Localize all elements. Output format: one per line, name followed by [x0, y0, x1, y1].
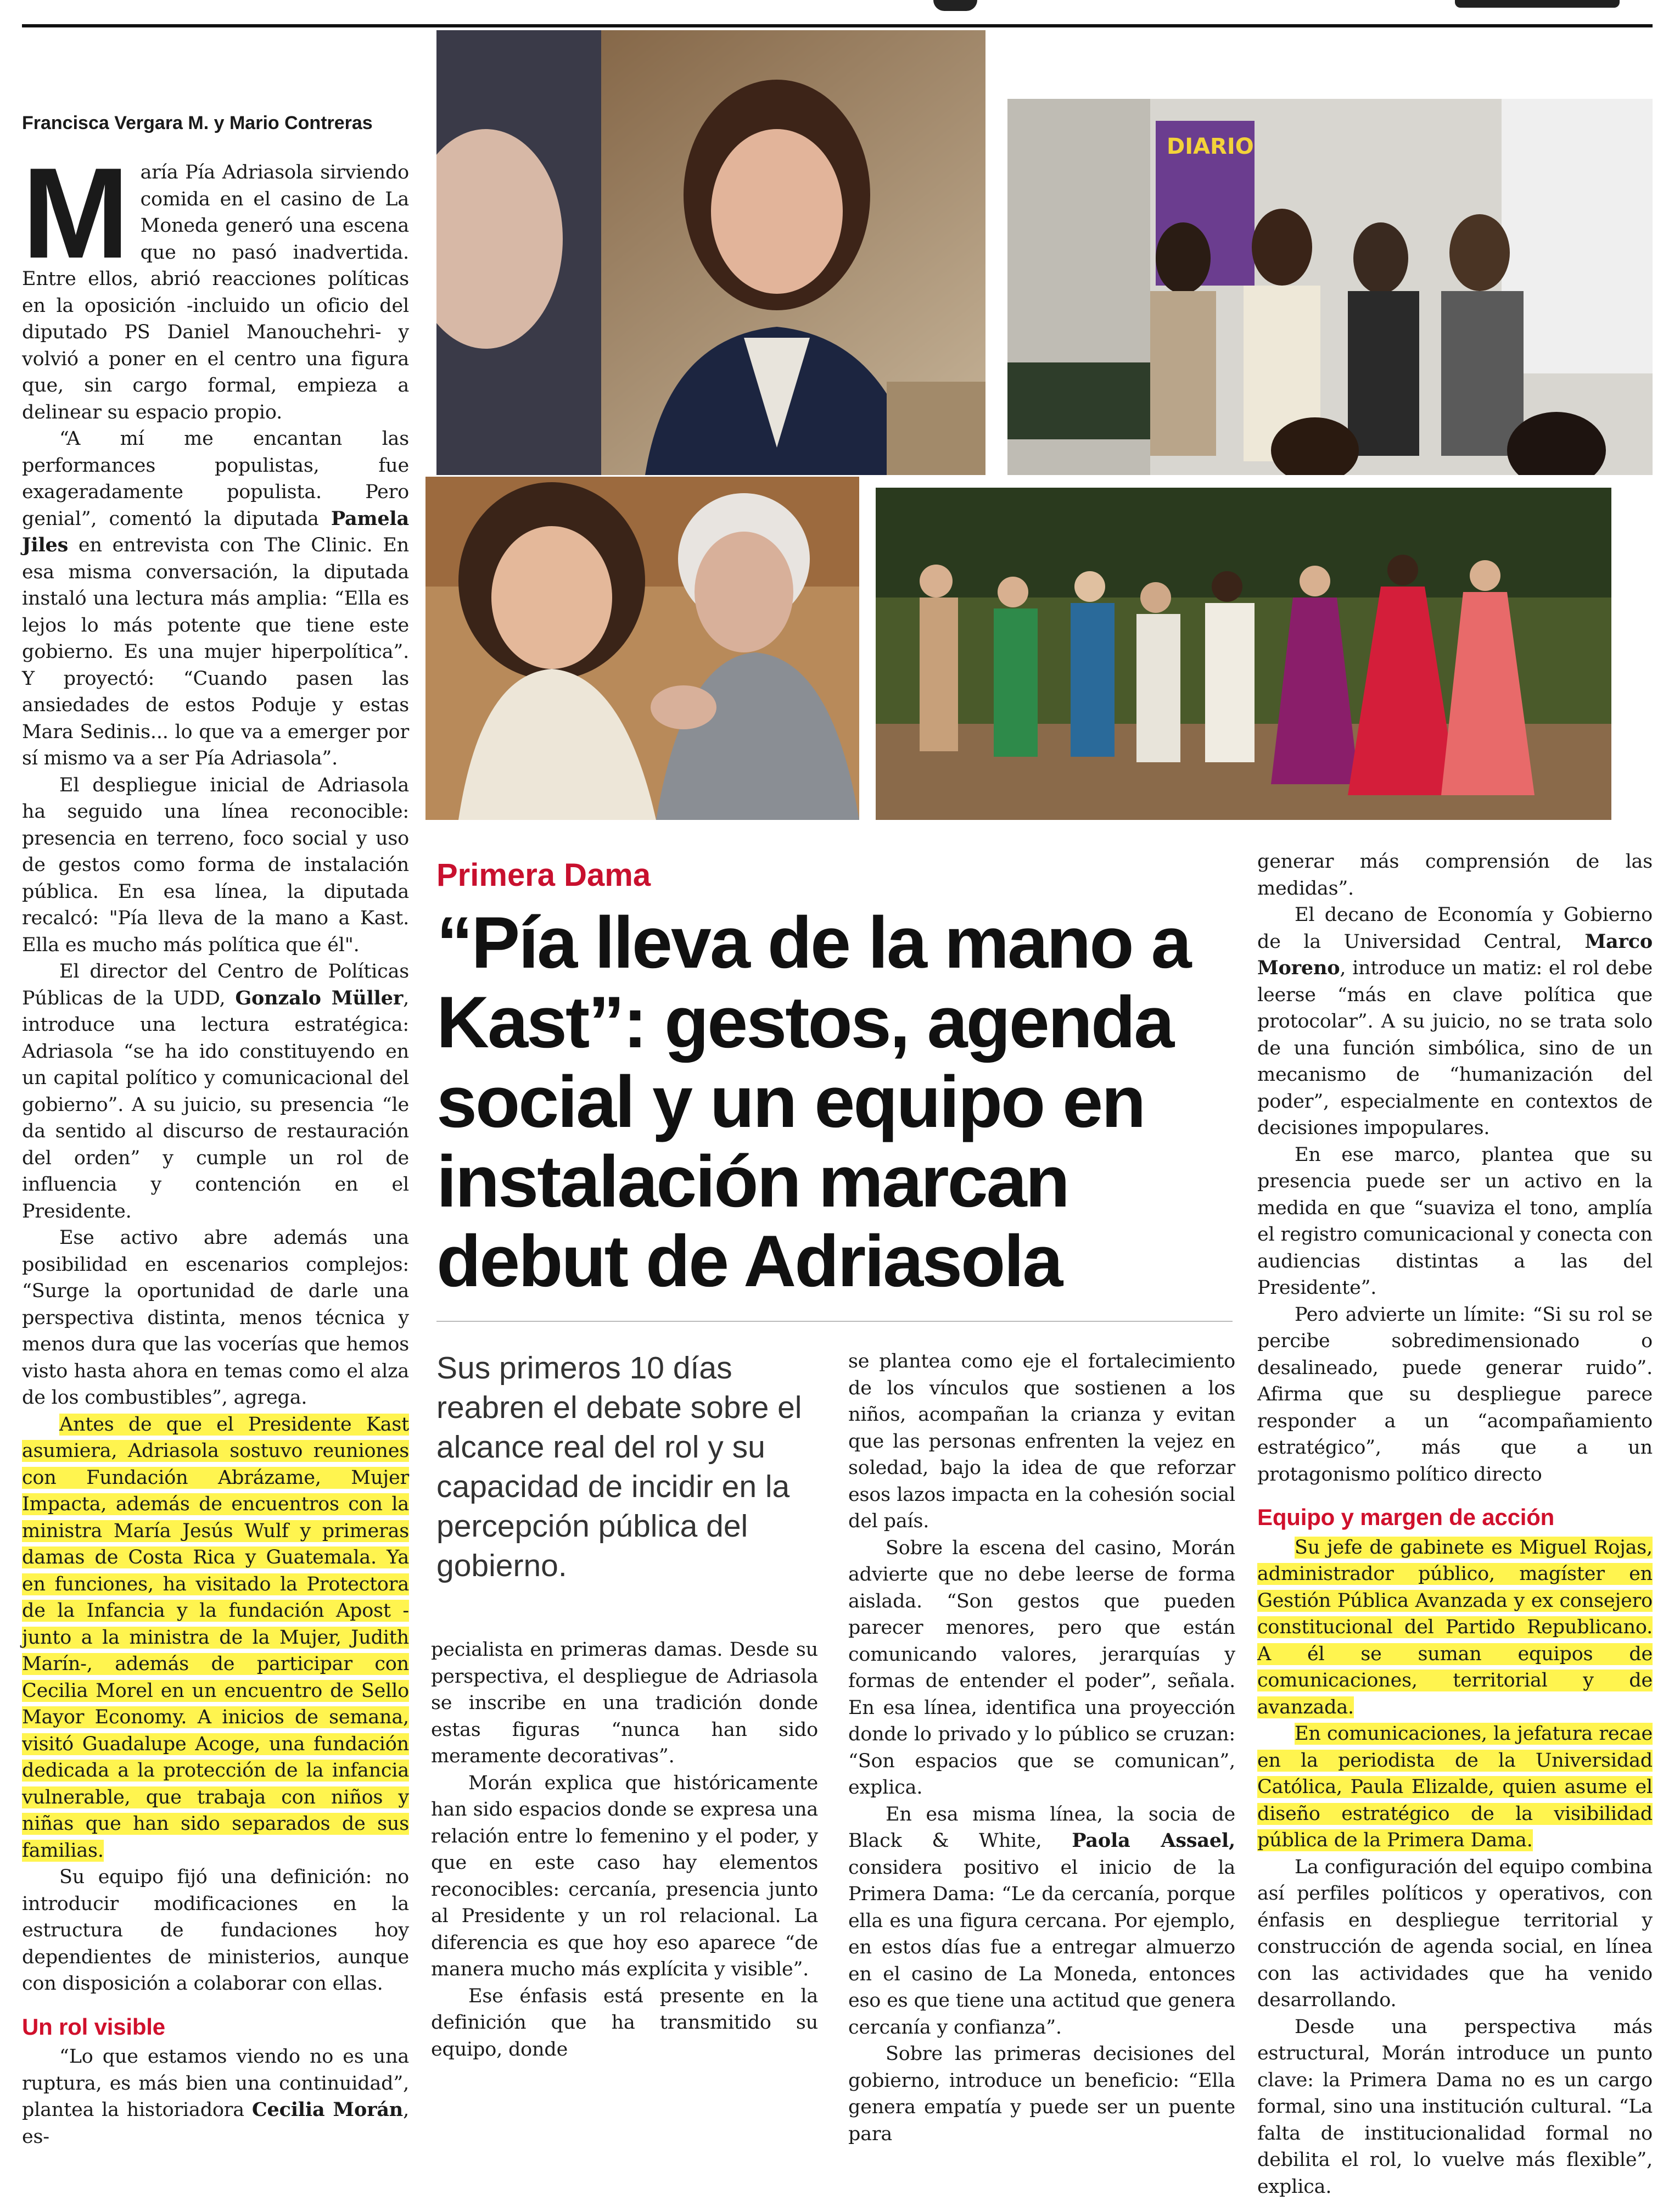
paragraph: Pero advierte un límite: “Si su rol se percibe sobredimensionado o desalineado, puede generar ruido”. Afirma que su despliegue parece responder a un “acompañamiento estratégico”, más que a un protagonismo político directo	[1257, 1302, 1653, 1488]
deck: Sus primeros 10 días reabren el debate sobre el alcance real del rol y su capacidad de incidir en la percepción pública del gobierno.	[436, 1348, 832, 1585]
person-name: Cecilia Morán	[252, 2098, 403, 2121]
person-name: Paola Assael,	[1072, 1829, 1235, 1852]
paragraph: La configuración del equipo combina así perfiles políticos y operativos, con énfasis en despliegue territorial y construcción de agenda social, en línea con las actividades que ha venido desarrollando.	[1257, 1854, 1653, 2014]
paragraph: El decano de Economía y Gobierno de la Universidad Central,	[1257, 904, 1653, 953]
paragraph: Sobre la escena del casino, Morán advierte que no debe leerse de forma aislada. “Son gestos que pueden parecer menores, pero que están comunicando valores, jerarquías y formas de entender el poder”, señala. En esa línea, identifica una proyección donde lo privado y lo público se cruzan: “Son espacios que se comunican”, explica.	[848, 1535, 1235, 1801]
page-header-fragment	[933, 0, 977, 11]
paragraph: “Lo que estamos viendo no es una ruptura, es más bien una continuidad”, plantea la historiadora	[22, 2046, 409, 2121]
paragraph: En esa misma línea, la socia de Black & White,	[848, 1803, 1235, 1852]
paragraph: “A mí me encantan las performances populistas, fue exageradamente populista. Pero genial”, comentó la diputada	[22, 428, 409, 530]
paragraph: , introduce una lectura estratégica: Adriasola “se ha ido constituyendo en un capital político y comunicacional del gobierno”. A su juicio, su presencia “le da sentido al discurso de restauración del orden” y cumple un rol de influencia y contención en el Presidente.	[22, 987, 409, 1222]
article-column-1	[22, 159, 409, 2150]
paragraph: Ese énfasis está presente en la definición que ha transmitido su equipo, donde	[431, 1983, 818, 2063]
paragraph: Morán explica que históricamente han sido espacios donde se expresa una relación entre lo femenino y el poder, y que en este caso hay elementos reconocibles: cercanía, presencia junto al Presidente y un rol relacional. La diferencia es que hoy eso aparece “de manera mucho más explícita y visible”.	[431, 1770, 818, 1983]
highlighted-paragraph: En comunicaciones, la jefatura recae en la periodista de la Universidad Católica, Paula Elizalde, quien asume el diseño estratégico de la visibilidad pública de la Primera Dama.	[1257, 1723, 1653, 1851]
headline: “Pía lleva de la mano a Kast”: gestos, agenda social y un equipo en instalación marcan debut de Adriasola	[436, 903, 1249, 1302]
page-header-fragment-right	[1455, 0, 1620, 8]
paragraph: en entrevista con The Clinic. En esa misma conversación, la diputada instaló una lectura más amplia: “Ella es lejos lo más potente que tiene este gobierno. Es una mujer hiperpolítica”. Y proyectó: “Cuando pasen las ansiedades de estos Poduje y estas Mara Sedinis... lo que va a emerger por sí mismo va a ser Pía Adriasola”.	[22, 534, 409, 769]
paragraph: , introduce un matiz: el rol debe leerse “más en clave política que protocolar”. A su juicio, no se trata solo de una función simbólica, sino de un mecanismo de “humanización del poder”, especialmente en contextos de decisiones impopulares.	[1257, 957, 1653, 1139]
section-subhead: Equipo y margen de acción	[1257, 1504, 1653, 1531]
photo-classroom-diario-board	[1007, 99, 1653, 475]
paragraph: Sobre las primeras decisiones del gobierno, introduce un beneficio: “Ella genera empatía y puede ser un puente para	[848, 2041, 1235, 2147]
article-column-2	[431, 1637, 818, 2063]
paragraph: generar más comprensión de las medidas”.	[1257, 848, 1653, 902]
highlighted-paragraph: Antes de que el Presidente Kast asumiera, Adriasola sostuvo reuniones con Fundación Abrázame, Mujer Impacta, además de encuentros con la ministra María Jesús Wulf y primeras damas de Costa Rica y Guatemala. Ya en funciones, ha visitado la Protectora de la Infancia y la fundación Apost -junto a la ministra de la Mujer, Judith Marín-, además de participar con Cecilia Morel en un encuentro de Sello Mayor Economy. A inicios de semana, visitó Guadalupe Acoge, una fundación dedicada a la protección de la infancia vulnerable, que trabaja con niños y niñas que han sido separados de sus familias.	[22, 1414, 409, 1862]
paragraph: Ese activo abre además una posibilidad en escenarios complejos: “Surge la oportunidad de darle una perspectiva distinta, menos técnica y menos dura que las vocerías que hemos visto hasta ahora en temas como el alza de los combustibles”, agrega.	[22, 1225, 409, 1411]
paragraph: El director del Centro de Políticas Públicas de la UDD,	[22, 961, 409, 1009]
article-column-4	[1257, 848, 1653, 2200]
person-name: Gonzalo Müller	[235, 987, 403, 1009]
person-name: Marco Moreno	[1257, 930, 1653, 980]
highlighted-paragraph: Su jefe de gabinete es Miguel Rojas, administrador público, magíster en Gestión Pública Avanzada y ex consejero constitucional del Partido Republicano. A él se suman equipos de comunicaciones, territorial y de avanzada.	[1257, 1537, 1653, 1718]
paragraph: considera positivo el inicio de la Primera Dama: “Le da cercanía, porque ella es una figura cercana. Por ejemplo, en estos días fue a entregar almuerzo en el casino de La Moneda, entonces eso es que tiene una actitud que genera cercanía y confianza”.	[848, 1857, 1235, 2039]
paragraph: En ese marco, plantea que su presencia puede ser un activo en la medida en que “suaviza el tono, amplía el registro comunicacional y conecta con audiencias distintas a las del Presidente”.	[1257, 1142, 1653, 1302]
photo-women-walking-group	[876, 488, 1611, 820]
headline-rule	[436, 1321, 1233, 1322]
paragraph: se plantea como eje el fortalecimiento de los vínculos que sostienen a los niños, acompañan la crianza y evitan que las personas enfrenten la vejez en soledad, bajo la idea de que reforzar esos lazos impacta en la cohesión social del país.	[848, 1348, 1235, 1535]
paragraph: El despliegue inicial de Adriasola ha seguido una línea reconocible: presencia en terreno, foco social y uso de gestos como forma de instalación pública. En esa línea, la diputada recalcó: "Pía lleva de la mano a Kast. Ella es mucho más política que él".	[22, 772, 409, 959]
paragraph: Desde una perspectiva más estructural, Morán introduce un punto clave: la Primera Dama no es un cargo formal, sino una institución cultural. “La falta de institucionalidad formal no debilita el rol, lo vuelve más flexible”, explica.	[1257, 2014, 1653, 2200]
top-rule	[22, 24, 1653, 27]
board-label: DIARIO	[1167, 134, 1254, 159]
section-kicker: Primera Dama	[436, 857, 651, 894]
photo-adriasola-elderly-woman	[425, 477, 859, 820]
drop-cap: M	[22, 165, 130, 258]
paragraph: Su equipo fijó una definición: no introducir modificaciones en la estructura de fundaciones hoy dependientes de ministerios, aunque con disposición a colaborar con ellas.	[22, 1864, 409, 1997]
photo-adriasola-smiling-casino	[436, 30, 985, 475]
person-name: Pamela Jiles	[22, 507, 409, 557]
paragraph: pecialista en primeras damas. Desde su perspectiva, el despliegue de Adriasola se inscribe en una tradición donde estas figuras “nunca han sido meramente decorativas”.	[431, 1637, 818, 1770]
article-column-3	[848, 1348, 1235, 2147]
paragraph: aría Pía Adriasola sirviendo comida en el casino de La Moneda generó una escena que no pasó inadvertida. Entre ellos, abrió reacciones políticas en la oposición -incluido un oficio del diputado PS Daniel Manouchehri- y volvió a poner en el centro una figura que, sin cargo formal, empieza a delinear su espacio propio.	[22, 161, 409, 423]
section-subhead: Un rol visible	[22, 2014, 409, 2041]
paragraph: , es-	[22, 2099, 409, 2148]
byline: Francisca Vergara M. y Mario Contreras	[22, 113, 373, 134]
